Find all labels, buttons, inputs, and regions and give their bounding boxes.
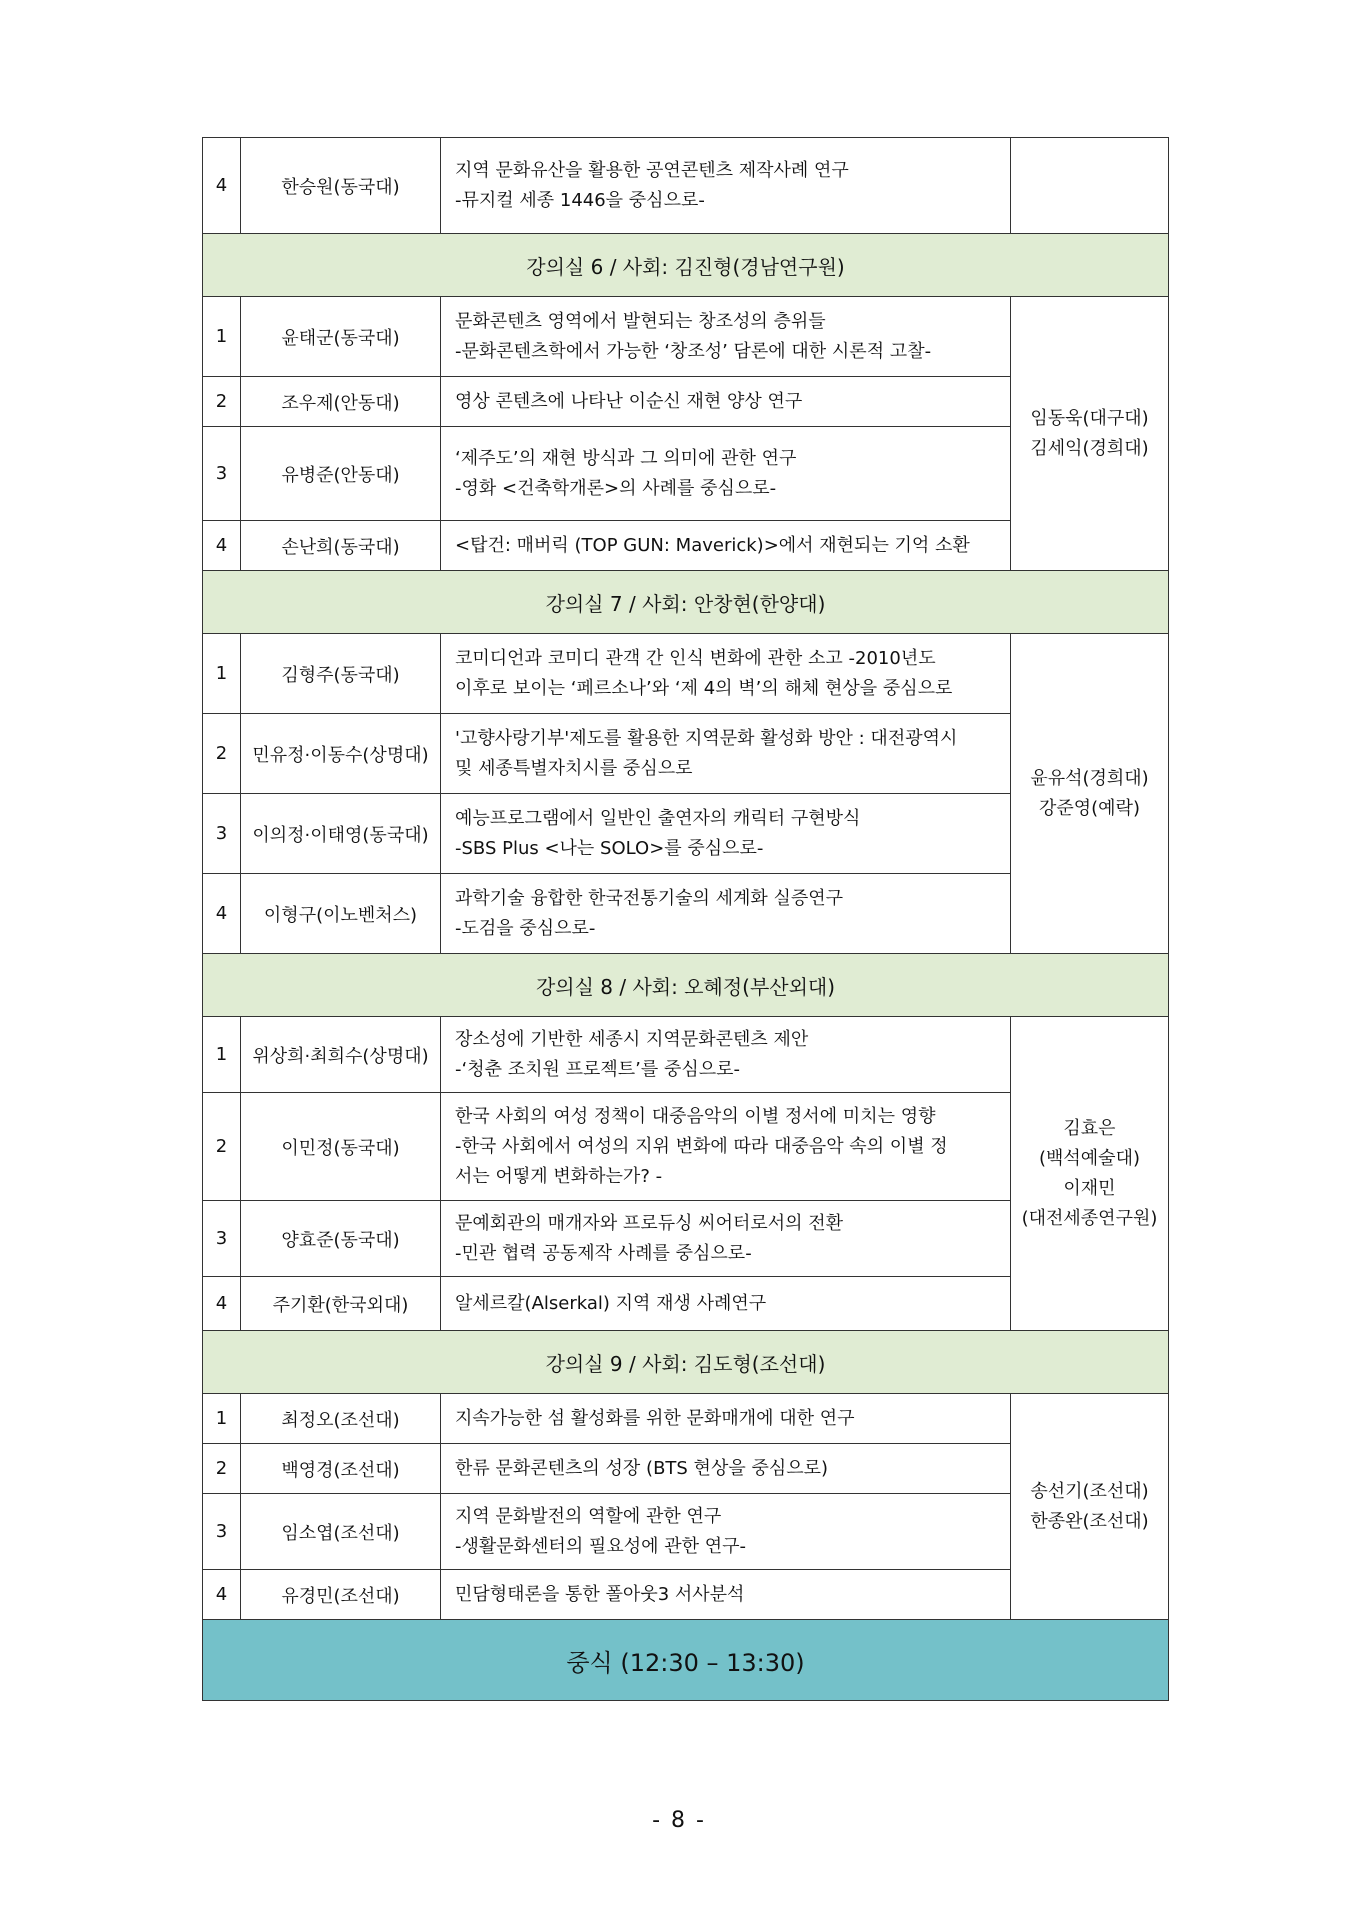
presentation-number: 3 bbox=[203, 427, 241, 521]
discussant-line: 김효은 bbox=[1063, 1117, 1116, 1139]
presentation-title bbox=[441, 297, 1011, 377]
title-line: 문예회관의 매개자와 프로듀싱 씨어터로서의 전환 bbox=[455, 1212, 844, 1234]
title-line: 영상 콘텐츠에 나타난 이순신 재현 양상 연구 bbox=[455, 390, 803, 412]
presenter-name: 민유정·이동수(상명대) bbox=[241, 714, 441, 794]
title-line: 및 세종특별자치시를 중심으로 bbox=[455, 757, 693, 779]
title-line: 코미디언과 코미디 관객 간 인식 변화에 관한 소고 -2010년도 bbox=[455, 647, 936, 669]
title-line: -뮤지컬 세종 1446을 중심으로- bbox=[455, 189, 705, 211]
title-line: ‘제주도’의 재현 방식과 그 의미에 관한 연구 bbox=[455, 447, 797, 469]
presentation-number: 4 bbox=[203, 138, 241, 234]
presentation-title bbox=[441, 1570, 1011, 1620]
title-line: -한국 사회에서 여성의 지위 변화에 따라 대중음악 속의 이별 정 bbox=[455, 1135, 948, 1157]
discussant-line: 이재민 bbox=[1063, 1177, 1116, 1199]
presentation-number: 2 bbox=[203, 377, 241, 427]
presentation-title bbox=[441, 1394, 1011, 1444]
lunch-break-row bbox=[203, 1620, 1169, 1701]
discussant-line: (백석예술대) bbox=[1039, 1147, 1140, 1169]
presentation-title bbox=[441, 521, 1011, 571]
presentation-title bbox=[441, 427, 1011, 521]
discussants bbox=[1011, 297, 1169, 571]
title-line: '고향사랑기부'제도를 활용한 지역문화 활성화 방안 : 대전광역시 bbox=[455, 727, 958, 749]
presentation-number: 3 bbox=[203, 1494, 241, 1570]
presentation-title bbox=[441, 1201, 1011, 1277]
presentation-number: 1 bbox=[203, 1394, 241, 1444]
presentation-row bbox=[203, 1017, 1169, 1093]
title-line: 이후로 보이는 ‘페르소나’와 ‘제 4의 벽’의 해체 현상을 중심으로 bbox=[455, 677, 953, 699]
discussants bbox=[1011, 1394, 1169, 1620]
title-line: 서는 어떻게 변화하는가? - bbox=[455, 1165, 663, 1187]
discussant-line: 윤유석(경희대) bbox=[1030, 767, 1149, 789]
presentation-title bbox=[441, 1277, 1011, 1331]
title-line: -‘청춘 조치원 프로젝트’를 중심으로- bbox=[455, 1058, 741, 1080]
discussant-line: 송선기(조선대) bbox=[1030, 1480, 1149, 1502]
discussant-line: 김세익(경희대) bbox=[1030, 437, 1149, 459]
presentation-number: 2 bbox=[203, 714, 241, 794]
presentation-number: 1 bbox=[203, 297, 241, 377]
presenter-name: 유병준(안동대) bbox=[241, 427, 441, 521]
discussant-line: 임동욱(대구대) bbox=[1030, 407, 1149, 429]
presenter-name: 백영경(조선대) bbox=[241, 1444, 441, 1494]
presenter-name: 이의정·이태영(동국대) bbox=[241, 794, 441, 874]
presenter-name: 주기환(한국외대) bbox=[241, 1277, 441, 1331]
presenter-name: 윤태군(동국대) bbox=[241, 297, 441, 377]
presenter-name: 손난희(동국대) bbox=[241, 521, 441, 571]
title-line: 지역 문화발전의 역할에 관한 연구 bbox=[455, 1505, 722, 1527]
title-line: 예능프로그램에서 일반인 출연자의 캐릭터 구현방식 bbox=[455, 807, 861, 829]
room-header-row bbox=[203, 571, 1169, 634]
presentation-title bbox=[441, 794, 1011, 874]
lunch-break: 중식 (12:30 – 13:30) bbox=[203, 1620, 1169, 1701]
presenter-name: 임소엽(조선대) bbox=[241, 1494, 441, 1570]
title-line: -문화콘텐츠학에서 가능한 ‘창조성’ 담론에 대한 시론적 고찰- bbox=[455, 340, 932, 362]
room-header-row bbox=[203, 234, 1169, 297]
presentation-row bbox=[203, 634, 1169, 714]
presenter-name: 최정오(조선대) bbox=[241, 1394, 441, 1444]
presentation-title bbox=[441, 634, 1011, 714]
room-header-row bbox=[203, 954, 1169, 1017]
room-header: 강의실 6 / 사회: 김진형(경남연구원) bbox=[203, 234, 1169, 297]
room-header: 강의실 9 / 사회: 김도형(조선대) bbox=[203, 1331, 1169, 1394]
presentation-number: 4 bbox=[203, 521, 241, 571]
presenter-name: 이형구(이노벤처스) bbox=[241, 874, 441, 954]
title-line: -민관 협력 공동제작 사례를 중심으로- bbox=[455, 1242, 752, 1264]
session-schedule-table bbox=[202, 137, 1169, 1701]
presentation-number: 1 bbox=[203, 1017, 241, 1093]
discussants bbox=[1011, 1017, 1169, 1331]
title-line: 알세르칼(Alserkal) 지역 재생 사례연구 bbox=[455, 1292, 767, 1314]
presenter-name: 유경민(조선대) bbox=[241, 1570, 441, 1620]
presentation-row bbox=[203, 1394, 1169, 1444]
title-line: 민담형태론을 통한 폴아웃3 서사분석 bbox=[455, 1583, 745, 1605]
presentation-row bbox=[203, 138, 1169, 234]
room-header: 강의실 8 / 사회: 오혜정(부산외대) bbox=[203, 954, 1169, 1017]
presentation-number: 2 bbox=[203, 1093, 241, 1201]
presentation-title bbox=[441, 874, 1011, 954]
page-number: - 8 - bbox=[652, 1808, 706, 1833]
presentation-number: 4 bbox=[203, 1570, 241, 1620]
title-line: -영화 <건축학개론>의 사례를 중심으로- bbox=[455, 477, 777, 499]
title-line: <탑건: 매버릭 (TOP GUN: Maverick)>에서 재현되는 기억 소환 bbox=[455, 534, 970, 556]
presentation-number: 3 bbox=[203, 794, 241, 874]
discussant-line: 강준영(예락) bbox=[1039, 797, 1140, 819]
title-line: 지속가능한 섬 활성화를 위한 문화매개에 대한 연구 bbox=[455, 1407, 855, 1429]
presenter-name: 이민정(동국대) bbox=[241, 1093, 441, 1201]
presenter-name: 양효준(동국대) bbox=[241, 1201, 441, 1277]
presentation-title bbox=[441, 138, 1011, 234]
discussant-line: (대전세종연구원) bbox=[1021, 1207, 1158, 1229]
title-line: 한국 사회의 여성 정책이 대중음악의 이별 정서에 미치는 영향 bbox=[455, 1105, 936, 1127]
presentation-title bbox=[441, 1494, 1011, 1570]
presentation-title bbox=[441, 1093, 1011, 1201]
presentation-number: 4 bbox=[203, 874, 241, 954]
room-header: 강의실 7 / 사회: 안창현(한양대) bbox=[203, 571, 1169, 634]
room-header-row bbox=[203, 1331, 1169, 1394]
presentation-title bbox=[441, 377, 1011, 427]
title-line: 장소성에 기반한 세종시 지역문화콘텐츠 제안 bbox=[455, 1028, 809, 1050]
title-line: 지역 문화유산을 활용한 공연콘텐츠 제작사례 연구 bbox=[455, 159, 849, 181]
presentation-number: 4 bbox=[203, 1277, 241, 1331]
title-line: -생활문화센터의 필요성에 관한 연구- bbox=[455, 1535, 746, 1557]
title-line: 한류 문화콘텐츠의 성장 (BTS 현상을 중심으로) bbox=[455, 1457, 829, 1479]
presentation-title bbox=[441, 1017, 1011, 1093]
schedule-body bbox=[203, 138, 1169, 1701]
presenter-name: 한승원(동국대) bbox=[241, 138, 441, 234]
discussants bbox=[1011, 634, 1169, 954]
presenter-name: 위상희·최희수(상명대) bbox=[241, 1017, 441, 1093]
title-line: 과학기술 융합한 한국전통기술의 세계화 실증연구 bbox=[455, 887, 844, 909]
presentation-number: 3 bbox=[203, 1201, 241, 1277]
presenter-name: 김형주(동국대) bbox=[241, 634, 441, 714]
title-line: 문화콘텐츠 영역에서 발현되는 창조성의 층위들 bbox=[455, 310, 826, 332]
presentation-title bbox=[441, 1444, 1011, 1494]
discussants bbox=[1011, 138, 1169, 234]
presenter-name: 조우제(안동대) bbox=[241, 377, 441, 427]
presentation-row bbox=[203, 297, 1169, 377]
presentation-title bbox=[441, 714, 1011, 794]
title-line: -SBS Plus <나는 SOLO>를 중심으로- bbox=[455, 837, 764, 859]
presentation-number: 2 bbox=[203, 1444, 241, 1494]
presentation-number: 1 bbox=[203, 634, 241, 714]
discussant-line: 한종완(조선대) bbox=[1030, 1510, 1149, 1532]
title-line: -도검을 중심으로- bbox=[455, 917, 596, 939]
